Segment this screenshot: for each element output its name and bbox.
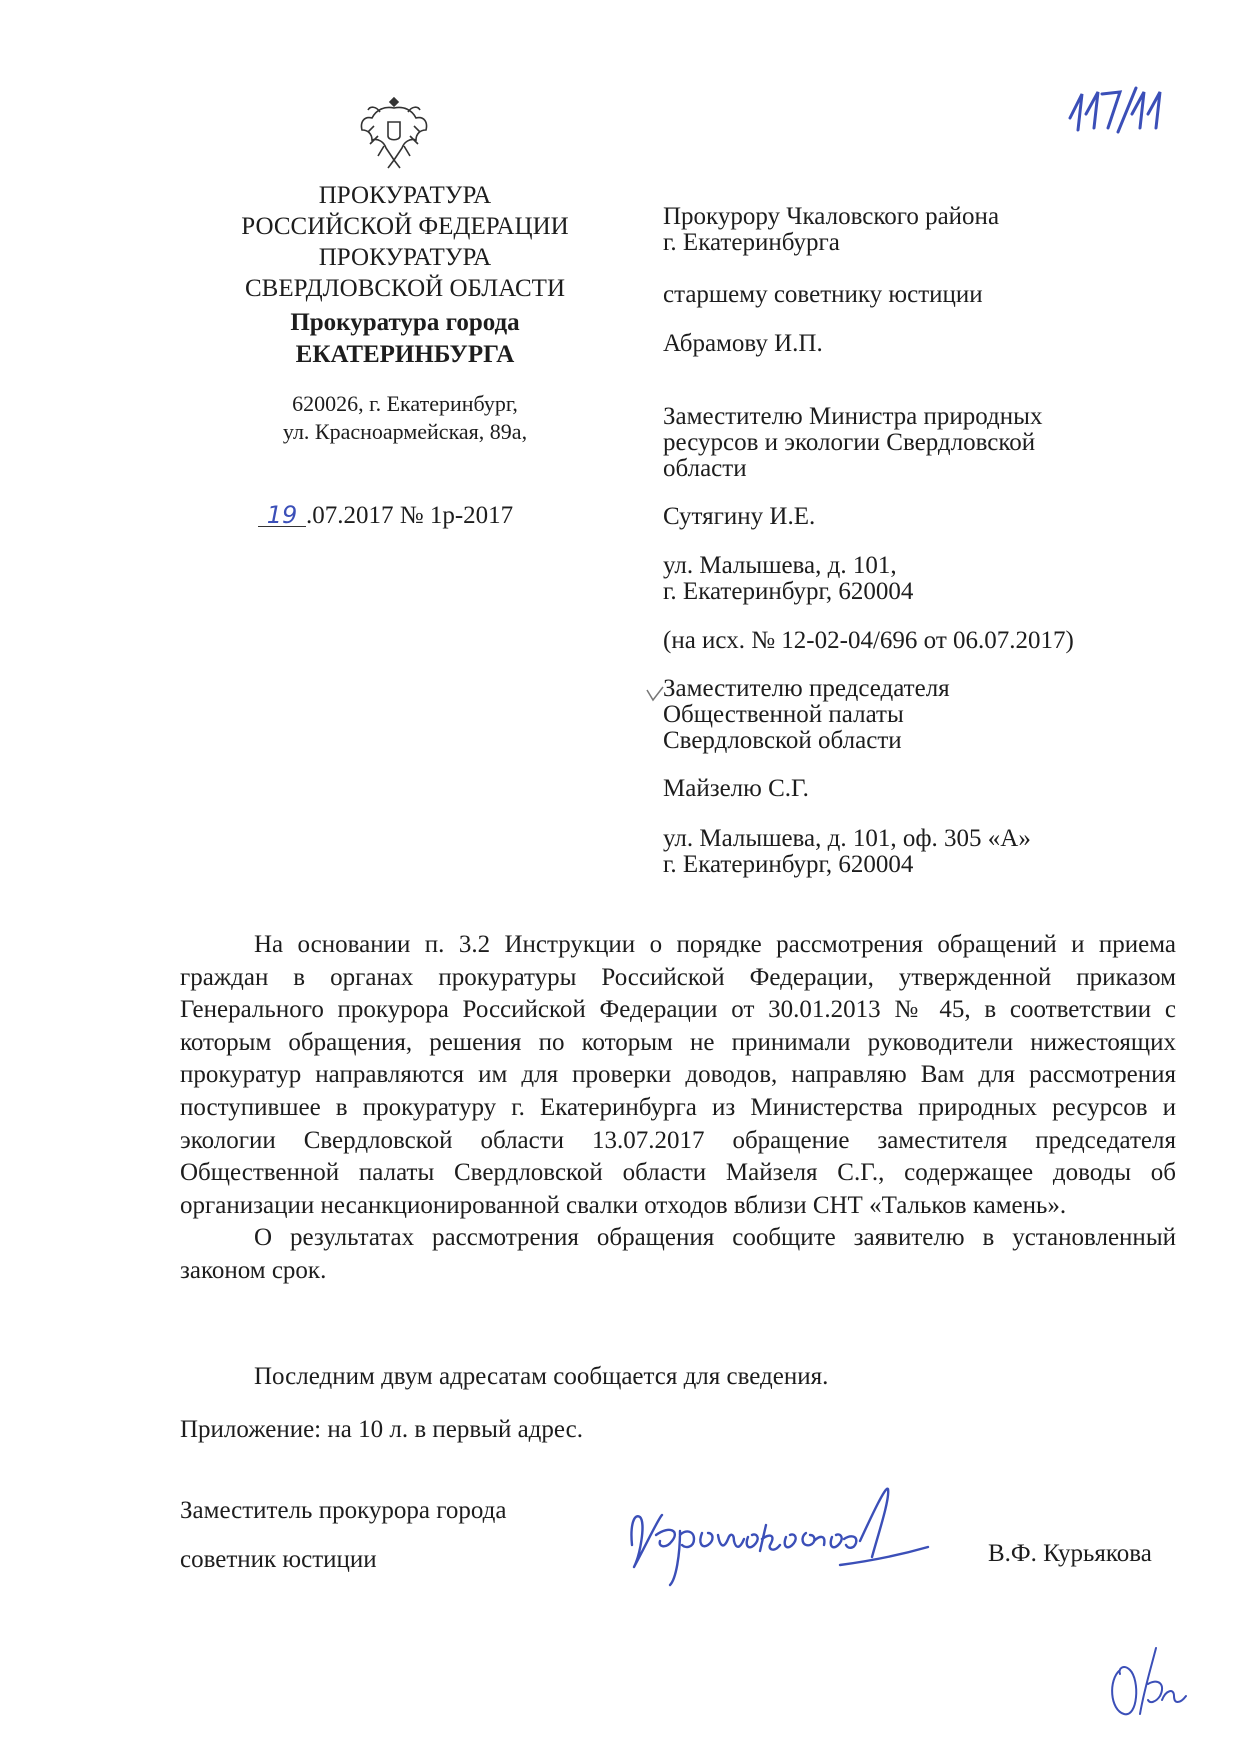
addressee-3-name: Майзелю С.Г.	[663, 775, 809, 802]
addressee-2-address-2: г. Екатеринбург, 620004	[663, 578, 914, 605]
org-line-3: ПРОКУРАТУРА	[318, 244, 492, 271]
org-line-1: ПРОКУРАТУРА	[318, 182, 492, 209]
document-date-number	[258, 502, 513, 530]
org-line-4: СВЕРДЛОВСКОЙ ОБЛАСТИ	[244, 275, 566, 302]
addressee-3-address-2: г. Екатеринбург, 620004	[663, 851, 914, 878]
body-paragraph-3: Последним двум адресатам сообщается для сведения.	[254, 1363, 829, 1390]
addressee-2-reference: (на исх. № 12-02-04/696 от 06.07.2017)	[663, 627, 1074, 654]
attachment-note: Приложение: на 10 л. в первый адрес.	[180, 1416, 583, 1443]
signer-position-line-2: советник юстиции	[180, 1546, 377, 1573]
office-line-1: Прокуратура города	[290, 309, 520, 336]
addressee-2-line-1: Заместителю Министра природных	[663, 403, 1043, 430]
check-mark-icon	[646, 686, 664, 702]
date-rest: .07.2017 № 1р-2017	[306, 502, 514, 529]
letter-body	[180, 929, 1176, 1288]
org-line-2: РОССИЙСКОЙ ФЕДЕРАЦИИ	[241, 213, 569, 240]
addressee-1-name: Абрамову И.П.	[663, 330, 823, 357]
addressee-1-line-1: Прокурору Чкаловского района	[663, 203, 1000, 230]
signer-name: В.Ф. Курьякова	[988, 1540, 1152, 1567]
addressee-3-line-1: Заместителю председателя	[663, 675, 950, 702]
handwritten-initials	[1100, 1640, 1195, 1730]
handwritten-signature	[610, 1475, 940, 1590]
office-line-2: ЕКАТЕРИНБУРГА	[295, 341, 515, 368]
body-paragraph-2: О результатах рассмотрения обращения сообщите заявителю в установленный законом срок.	[180, 1224, 1176, 1284]
addressee-2-line-3: области	[663, 455, 747, 482]
sender-address-line-1: 620026, г. Екатеринбург,	[292, 391, 518, 416]
addressee-2-line-2: ресурсов и экологии Свердловской	[663, 429, 1036, 456]
handwritten-registration-number	[1056, 80, 1176, 140]
addressee-2-address-1: ул. Малышева, д. 101,	[663, 552, 897, 579]
addressee-1-line-2: г. Екатеринбурга	[663, 229, 840, 256]
double-headed-eagle-emblem	[354, 90, 434, 170]
addressee-3-line-2: Общественной палаты	[663, 701, 904, 728]
addressee-2-name: Сутягину И.Е.	[663, 503, 816, 530]
signer-position-line-1: Заместитель прокурора города	[180, 1497, 507, 1524]
addressee-3-address-1: ул. Малышева, д. 101, оф. 305 «А»	[663, 825, 1031, 852]
body-paragraph-1: На основании п. 3.2 Инструкции о порядке рассмотрения обращений и приема граждан в органах прокуратуры Российской Федерации, утвержденной приказом Генерального прокурора Российской Федерации от 30.01.2013 № 45, в соответствии с которым обращения, решения по которым не принимали руководители нижестоящих прокуратур направляются им для проверки доводов, направляю Вам для рассмотрения поступившее в прокуратуру г. Екатеринбурга из Министерства природных ресурсов и экологии Свердловской области 13.07.2017 обращение заместителя председателя Общественной палаты Свердловской области Майзеля С.Г., содержащее доводы об организации несанкционированной свалки отходов вблизи СНТ «Тальков камень».	[180, 931, 1176, 1219]
sender-address-line-2: ул. Красноармейская, 89а,	[282, 419, 528, 444]
addressee-3-line-3: Свердловской области	[663, 727, 902, 754]
addressee-1-rank: старшему советнику юстиции	[663, 281, 983, 308]
date-day-handwritten: 19	[258, 504, 306, 527]
